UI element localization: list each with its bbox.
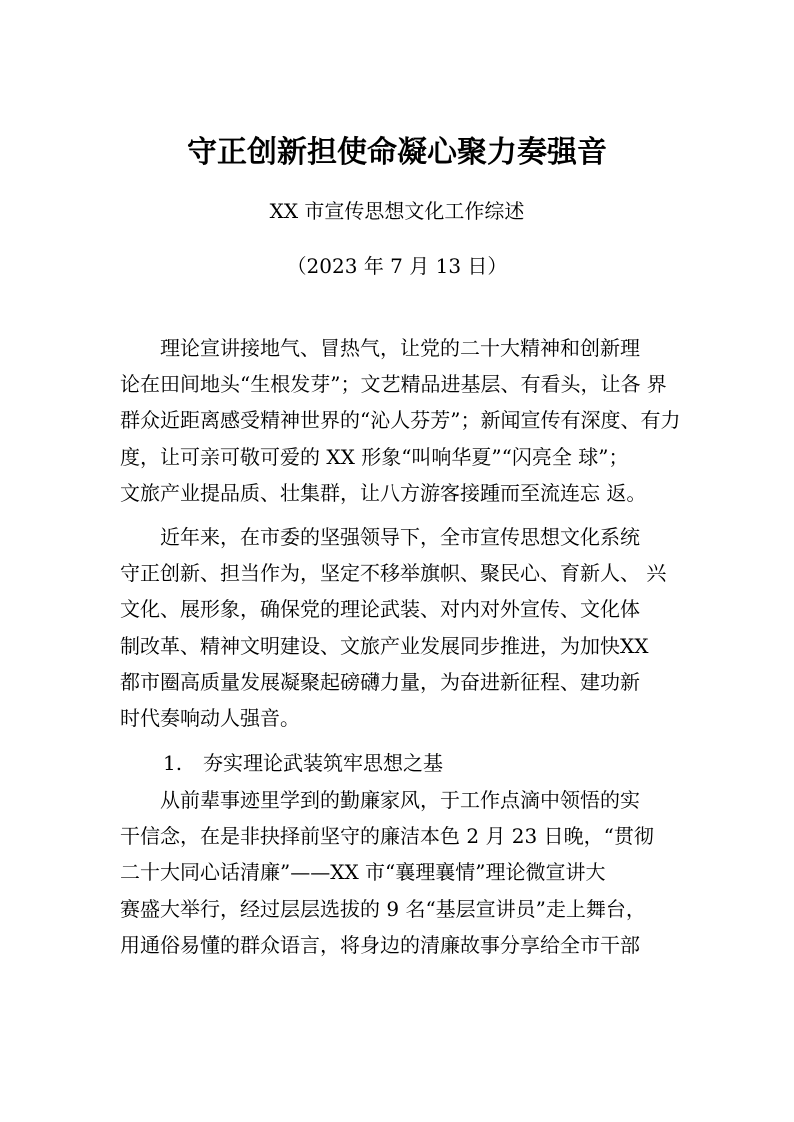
paragraph-line: 文旅产业提品质、壮集群，让八方游客接踵而至流连忘 返。 xyxy=(120,480,647,505)
paragraph-1 xyxy=(120,330,692,511)
paragraph-line: 近年来，在市委的坚强领导下，全市宣传思想文化系统 xyxy=(120,525,640,549)
paragraph-2 xyxy=(120,519,692,736)
paragraph-line: 从前辈事迹里学到的勤廉家风，于工作点滴中领悟的实 xyxy=(120,788,640,812)
paragraph-line: 二十大同心话清廉”——XX 市“襄理襄情”理论微宣讲大 xyxy=(120,860,606,885)
paragraph-line: 度，让可亲可敬可爱的 XX 形象“叫响华夏”“闪亮全 球”； xyxy=(120,444,629,469)
paragraph-3 xyxy=(120,782,692,963)
document-date: （2023 年 7 月 13 日） xyxy=(286,254,508,278)
paragraph-line: 理论宣讲接地气、冒热气，让党的二十大精神和创新理 xyxy=(120,336,640,360)
paragraph-line: 时代奏响动人强音。 xyxy=(120,705,300,730)
section-heading-text: 夯实理论武装筑牢思想之基 xyxy=(203,751,443,775)
paragraph-line: 制改革、精神文明建设、文旅产业发展同步推进，为加快XX xyxy=(120,633,649,658)
section-number: 1. xyxy=(163,751,183,775)
paragraph-line: 群众近距离感受精神世界的“沁人芬芳”；新闻宣传有深度、有力 xyxy=(120,408,681,433)
paragraph-line: 都市圈高质量发展凝聚起磅礴力量，为奋进新征程、建功新 xyxy=(120,669,640,694)
paragraph-line: 文化、展形象，确保党的理论武装、对内对外宣传、文化体 xyxy=(120,597,640,622)
paragraph-line: 赛盛大举行，经过层层选拔的 9 名“基层宣讲员”走上舞台， xyxy=(120,896,646,921)
paragraph-line: 用通俗易懂的群众语言，将身边的清廉故事分享给全市干部 xyxy=(120,932,640,957)
paragraph-line: 干信念，在是非抉择前坚守的廉洁本色 2 月 23 日晚，“贯彻 xyxy=(120,824,654,849)
document-title: 守正创新担使命凝心聚力奏强音 xyxy=(187,135,607,170)
paragraph-line: 守正创新、担当作为，坚定不移举旗帜、聚民心、育新人、 兴 xyxy=(120,561,667,586)
section-heading-1 xyxy=(163,745,443,781)
document-subtitle: XX 市宣传思想文化工作综述 xyxy=(269,199,525,223)
paragraph-line: 论在田间地头“生根发芽”；文艺精品进基层、有看头，让各 界 xyxy=(120,372,667,397)
